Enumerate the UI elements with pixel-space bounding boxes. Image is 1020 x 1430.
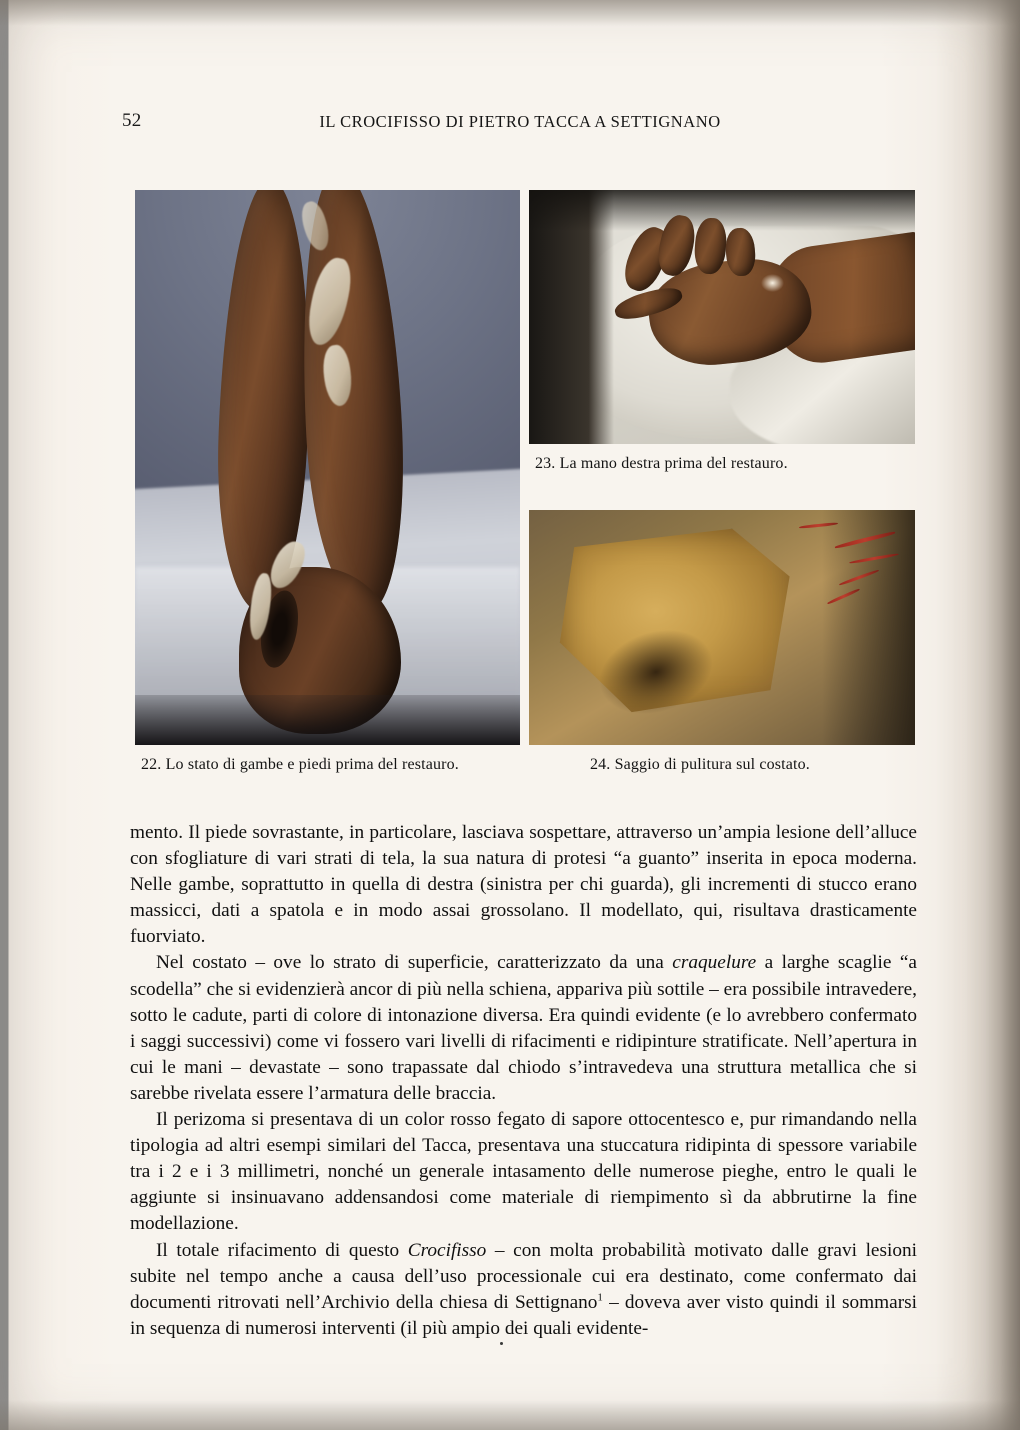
figure-image-22: [135, 190, 520, 745]
page-title: IL CROCIFISSO DI PIETRO TACCA A SETTIGNANO: [319, 112, 721, 131]
body-text: [130, 820, 917, 1342]
page-number: 52: [122, 110, 142, 131]
figure-image-24: [529, 510, 915, 745]
paragraph: Il perizoma si presentava di un color rosso fegato di sapore ottocentesco e, pur rimandando nella tipologia ad altri esempi similari del Tacca, presentava una stuccatura ridipinta di spessore variabile tra i 2 e i 3 millimetri, nonché un generale intasamento delle numerose pieghe, entro le quali le aggiunte si insinuavano addensandosi come materiale di riempimento sì da abbrutirne la fine modellazione.: [130, 1109, 917, 1235]
running-header: [90, 110, 910, 134]
paragraph: mento. Il piede sovrastante, in particolare, lasciava sospettare, attraverso un’ampia lesione dell’alluce con sfogliature di vari strati di tela, la sua natura di protesi “a guanto” inserita in epoca moderna. Nelle gambe, soprattutto in quella di destra (sinistra per chi guarda), gli incrementi di stucco erano massicci, dati a spatola e in modo assai grossolano. Il modellato, qui, risultava drasticamente fuorviato.: [130, 822, 917, 948]
page-content-area: [90, 70, 917, 1360]
figure-23-artwork: [529, 190, 915, 444]
paragraph: Il totale rifacimento di questo Crocifisso – con molta probabilità motivato dalle gravi lesioni subite nel tempo anche a causa dell’uso processionale cui era destinato, come confermato dai documenti ritrovati nell’Archivio della chiesa di Settignano$^1$ – doveva aver visto quindi il sommarsi in sequenza di numerosi interventi (il più ampio dei quali evidente-: [130, 1239, 917, 1339]
page-footer-mark: [500, 1342, 503, 1345]
figure-22-artwork: [135, 190, 520, 745]
paragraph: Nel costato – ove lo strato di superficie, caratterizzato da una craquelure a larghe scaglie “a scodella” che si evidenzierà ancor di più nella schiena, appariva più sottile – era possibile intravedere, sotto le cadute, parti di colore di intonazione diversa. Era quindi evidente (e lo avrebbero confermato i saggi successivi) come vi fossero vari livelli di rifacimenti e ridipinture stratificate. Nell’apertura in cui le mani – devastate – sono trapassate dal chiodo s’intravedeva una struttura metallica che si sarebbe rivelata essere l’armatura delle braccia.: [130, 952, 917, 1104]
figure-image-23: [529, 190, 915, 444]
figure-caption-24: 24. Saggio di pulitura sul costato.: [590, 756, 810, 773]
figure-caption-22: 22. Lo stato di gambe e piedi prima del restauro.: [141, 756, 459, 773]
figure-caption-23: 23. La mano destra prima del restauro.: [535, 455, 788, 472]
figure-24-artwork: [529, 510, 915, 745]
figure-block: [135, 190, 915, 810]
